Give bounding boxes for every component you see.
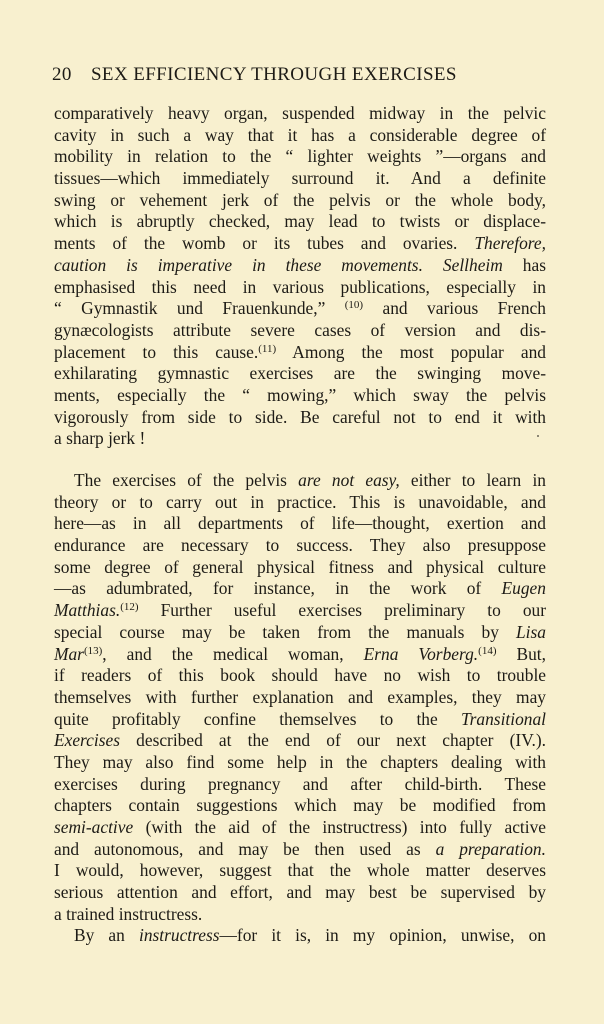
text-line bbox=[54, 470, 546, 492]
paragraph-3 bbox=[54, 925, 546, 947]
italic-run: Matthias. bbox=[54, 600, 121, 621]
text-line bbox=[54, 233, 546, 255]
text-run: —as adumbrated, for instance, in the work of bbox=[54, 578, 482, 599]
text-line bbox=[54, 925, 546, 947]
text-line bbox=[54, 817, 546, 839]
text-line: if readers of this book should have no wish to trouble bbox=[54, 665, 546, 686]
italic-run: Sellheim bbox=[442, 254, 503, 275]
footnote-ref: (12) bbox=[120, 601, 139, 614]
text-line bbox=[54, 298, 546, 320]
text-line: gynæcologists attribute severe cases of version and dis- bbox=[54, 319, 546, 340]
text-line: theory or to carry out in practice. This is unavoidable, and bbox=[54, 491, 546, 512]
italic-run: instructress bbox=[138, 925, 220, 945]
italic-run: Exercises bbox=[54, 730, 120, 751]
text-line: mobility in relation to the “ lighter weights ”—organs and bbox=[54, 146, 546, 167]
paragraph-2 bbox=[54, 470, 546, 925]
text-line: a trained instructress. bbox=[54, 903, 203, 924]
text-run: Further useful exercises preliminary to our bbox=[160, 600, 546, 621]
italic-run: semi-active bbox=[54, 817, 134, 837]
text-line bbox=[54, 600, 546, 622]
text-run: But, bbox=[516, 643, 546, 664]
italic-run: Therefore, bbox=[474, 233, 546, 254]
italic-run: Erna Vorberg. bbox=[363, 643, 479, 664]
footnote-ref: (11) bbox=[258, 342, 277, 355]
text-run: either to learn in bbox=[410, 470, 546, 490]
italic-run: are not easy, bbox=[298, 470, 400, 490]
text-line: serious attention and effort, and may best be supervised by bbox=[54, 882, 546, 903]
text-line bbox=[54, 709, 546, 731]
text-line: tissues—which immediately surround it. And a definite bbox=[54, 168, 546, 189]
text-run: and autonomous, and may be then used as bbox=[54, 838, 421, 859]
text-line: which is abruptly checked, may lead to twists or displace- bbox=[54, 211, 546, 232]
text-line bbox=[54, 578, 546, 600]
italic-run: Eugen bbox=[501, 578, 546, 599]
text-run: By an bbox=[74, 925, 125, 945]
text-line bbox=[54, 644, 546, 666]
text-run: (with the aid of the instructress) into fully active bbox=[145, 817, 546, 837]
text-line bbox=[54, 730, 546, 752]
text-line: cavity in such a way that it has a considerable degree of bbox=[54, 124, 546, 145]
footnote-ref: (13) bbox=[83, 644, 103, 657]
page-header bbox=[52, 64, 552, 92]
page-number: 20 bbox=[52, 64, 72, 85]
text-line: chapters contain suggestions which may be modified from bbox=[54, 795, 546, 816]
text-line bbox=[54, 342, 546, 364]
footnote-ref: (10) bbox=[344, 299, 364, 312]
running-head: SEX EFFICIENCY THROUGH EXERCISES bbox=[90, 64, 457, 85]
text-line: a sharp jerk ! bbox=[54, 428, 146, 449]
text-line: some degree of general physical fitness and physical culture bbox=[54, 556, 546, 577]
text-run: described at the end of our next chapter (IV.). bbox=[136, 730, 547, 751]
text-run: and various French bbox=[382, 298, 546, 319]
italic-run: a preparation. bbox=[435, 838, 546, 859]
text-line bbox=[54, 622, 546, 644]
italic-run: Transitional bbox=[460, 708, 546, 729]
text-line bbox=[54, 839, 546, 861]
footnote-ref: (14) bbox=[478, 644, 497, 657]
text-run: Among the most popular and bbox=[292, 341, 547, 362]
text-line: vigorously from side to side. Be careful not to end it with bbox=[54, 406, 546, 427]
text-line bbox=[54, 255, 546, 277]
italic-run: Lisa bbox=[516, 621, 546, 642]
text-run: special course may be taken from the manuals by bbox=[54, 621, 499, 642]
text-line: themselves with further explanation and examples, they may bbox=[54, 686, 546, 707]
text-run: ments of the womb or its tubes and ovaries. bbox=[54, 233, 458, 254]
text-run: “ Gymnastik und Frauenkunde,” bbox=[54, 298, 326, 319]
text-run: placement to this cause. bbox=[54, 341, 259, 362]
text-line: emphasised this need in various publications, especially in bbox=[54, 276, 546, 297]
text-run: quite profitably confine themselves to the bbox=[54, 708, 438, 729]
text-run: , and the medical woman, bbox=[102, 643, 344, 664]
text-line: here—as in all departments of life—thought, exertion and bbox=[54, 513, 546, 534]
text-line: They may also find some help in the chapters dealing with bbox=[54, 751, 546, 772]
italic-run: Mar bbox=[54, 643, 84, 664]
text-line: exhilarating gymnastic exercises are the swinging move- bbox=[54, 363, 546, 384]
text-line: I would, however, suggest that the whole matter deserves bbox=[54, 860, 546, 881]
text-line: swing or vehement jerk of the pelvis or the whole body, bbox=[54, 189, 546, 210]
italic-run: caution is imperative in these movements. bbox=[54, 254, 423, 275]
paragraph-1 bbox=[54, 103, 546, 450]
text-run: has bbox=[522, 254, 546, 275]
text-line: comparatively heavy organ, suspended midway in the pelvic bbox=[54, 103, 546, 123]
text-line: exercises during pregnancy and after child-birth. These bbox=[54, 773, 546, 794]
text-line: endurance are necessary to success. They also presuppose bbox=[54, 535, 546, 556]
text-run: —for it is, in my opinion, unwise, on bbox=[219, 925, 546, 945]
text-run: The exercises of the pelvis bbox=[74, 470, 287, 490]
text-line: ments, especially the “ mowing,” which sway the pelvis bbox=[54, 384, 546, 405]
print-speck bbox=[537, 435, 539, 437]
